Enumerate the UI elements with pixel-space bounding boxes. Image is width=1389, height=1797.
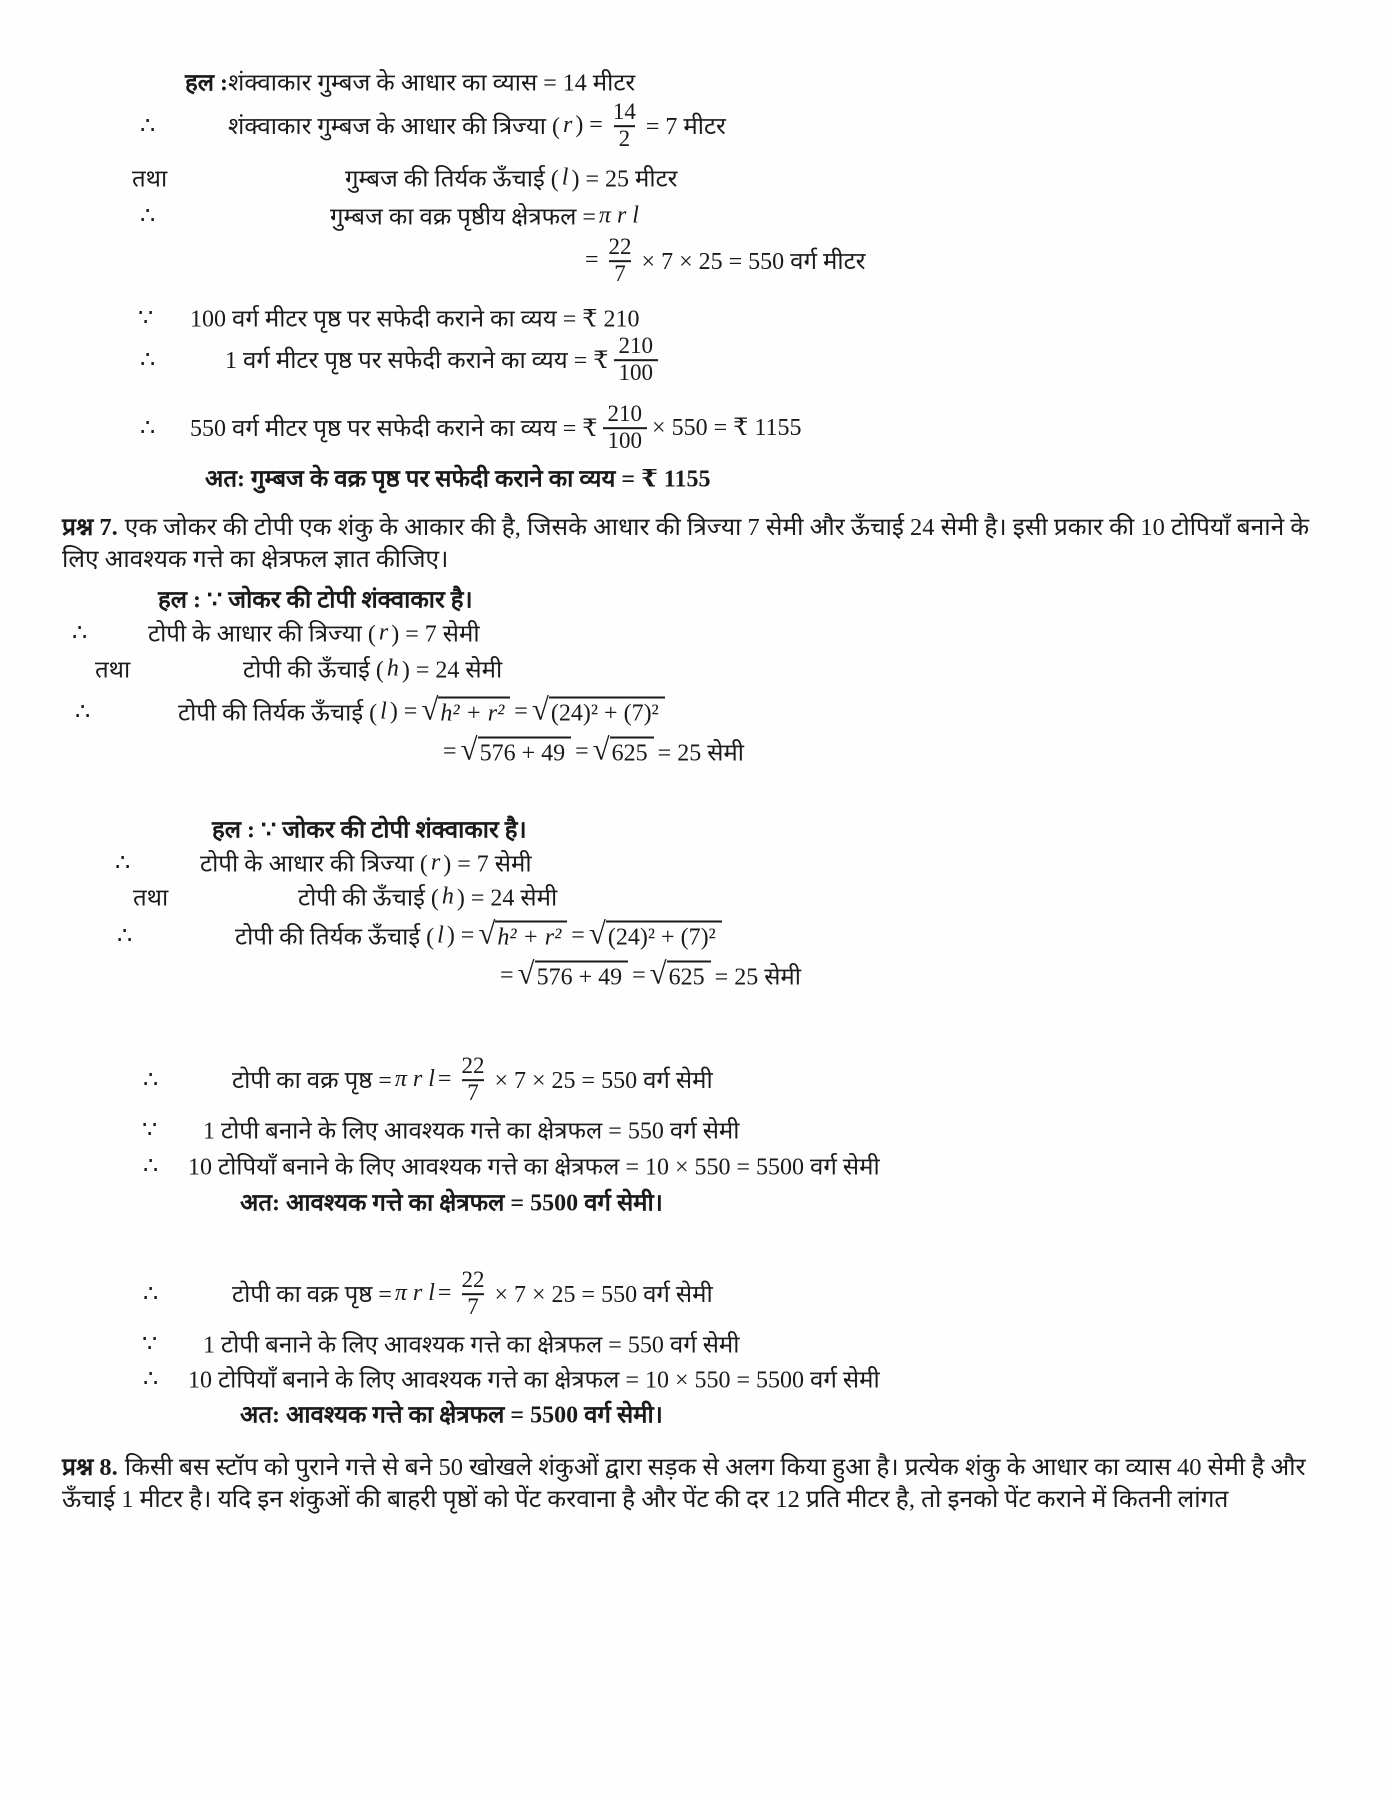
therefore-symbol: ∴	[140, 347, 156, 374]
therefore-symbol: ∴	[72, 620, 88, 647]
math-variable: r	[378, 619, 389, 646]
square-root	[649, 955, 711, 992]
math-variable: r	[430, 849, 441, 876]
connector-word: तथा	[132, 166, 168, 193]
therefore-symbol: ∴	[140, 415, 156, 442]
line-content: = $\frac{22}{7}$ × 7 × 25 = 550 वर्ग मीटर	[585, 234, 866, 286]
math-variable: h	[386, 655, 399, 682]
fraction-numerator: 22	[461, 1267, 485, 1293]
radicand: h² + r²	[438, 697, 510, 728]
line-content: गुम्बज की तिर्यक ऊँचाई ( l ) = 25 मीटर	[345, 164, 678, 193]
line-content: 550 वर्ग मीटर पृष्ठ पर सफेदी कराने का व्यय = ₹ $\frac{210}{100}$ × 550 = ₹ 1155	[190, 401, 802, 453]
therefore-symbol: ∴	[115, 850, 131, 877]
because-symbol: ∵	[142, 1117, 158, 1144]
fraction-denominator: 100	[603, 427, 648, 454]
radical-sign: √	[531, 691, 549, 727]
math-variable: l	[561, 164, 569, 191]
radicand: h² + r²	[495, 921, 567, 952]
line-content: टोपी का वक्र पृष्ठ = π r l = $\frac{22}{7}$ × 7 × 25 = 550 वर्ग सेमी	[232, 1053, 713, 1105]
fraction-denominator: 7	[462, 1079, 484, 1106]
radical-sign: √	[592, 731, 610, 767]
line-content: हल : शंक्वाकार गुम्बज के आधार का व्यास = 14 मीटर	[185, 70, 636, 97]
connector-word: तथा	[133, 885, 169, 912]
square-root	[517, 955, 629, 992]
question-7	[62, 512, 1340, 576]
math-variable: π r l	[394, 1066, 435, 1093]
therefore-symbol: ∴	[143, 1067, 159, 1094]
fraction	[614, 334, 659, 386]
question-8-text: किसी बस स्टॉप को पुराने गत्ते से बने 50 खोखले शंकुओं द्वारा सड़क से अलग किया हुआ है। प्रत्येक शंकु के आधार का व्यास 40 सेमी है और ऊँचाई 1 मीटर है। यदि इन शंकुओं की बाहरी पृष्ठों को पेंट करवाना है और पेंट की दर 12 प्रति मीटर है, तो इनको पेंट कराने में कितनी लांगत	[62, 1454, 1306, 1513]
radical-sign: √	[460, 731, 478, 767]
line-content: 1 टोपी बनाने के लिए आवश्यक गत्ते का क्षेत्रफल = 550 वर्ग सेमी	[203, 1118, 740, 1145]
therefore-symbol: ∴	[143, 1153, 159, 1180]
radical-sign: √	[478, 915, 496, 951]
math-variable: π r l	[394, 1280, 435, 1307]
therefore-symbol: ∴	[117, 923, 133, 950]
math-variable: l	[437, 922, 444, 949]
radical-sign: √	[517, 955, 535, 991]
line-content: 10 टोपियाँ बनाने के लिए आवश्यक गत्ते का क्षेत्रफल = 10 × 550 = 5500 वर्ग सेमी	[188, 1367, 880, 1394]
line-content: हल : ∵ जोकर की टोपी शंक्वाकार है।	[158, 587, 473, 614]
fraction	[604, 235, 637, 287]
therefore-symbol: ∴	[143, 1281, 159, 1308]
radicand: 625	[667, 961, 711, 992]
therefore-symbol: ∴	[75, 699, 91, 726]
fraction	[608, 100, 641, 152]
connector-word: तथा	[95, 657, 131, 684]
fraction-numerator: 210	[618, 333, 654, 359]
fraction-numerator: 22	[608, 234, 632, 260]
square-root	[588, 915, 722, 952]
fraction-numerator: 22	[461, 1053, 485, 1079]
fraction-denominator: 100	[614, 359, 659, 386]
radicand: (24)² + (7)²	[549, 697, 665, 728]
question-8-label: प्रश्न 8.	[62, 1454, 118, 1481]
line-content: 100 वर्ग मीटर पृष्ठ पर सफेदी कराने का व्यय = ₹ 210	[190, 306, 640, 333]
line-content: हल : ∵ जोकर की टोपी शंक्वाकार है।	[212, 817, 527, 844]
fraction-denominator: 2	[614, 125, 636, 152]
fraction-numerator: 14	[612, 99, 636, 125]
line-content: 1 टोपी बनाने के लिए आवश्यक गत्ते का क्षेत्रफल = 550 वर्ग सेमी	[203, 1332, 740, 1359]
line-content: = √ 576 + 49 = √ 625 = 25 सेमी	[500, 955, 801, 991]
fraction-denominator: 7	[609, 260, 631, 287]
therefore-symbol: ∴	[143, 1366, 159, 1393]
line-content: अत: गुम्बज के वक्र पृष्ठ पर सफेदी कराने का व्यय = ₹ 1155	[205, 466, 711, 493]
square-root	[460, 731, 572, 768]
square-root	[531, 691, 665, 728]
square-root	[421, 691, 510, 728]
math-variable: r	[562, 112, 573, 139]
math-variable: h	[441, 883, 454, 910]
fraction	[603, 402, 648, 454]
line-content: 1 वर्ग मीटर पृष्ठ पर सफेदी कराने का व्यय = ₹ $\frac{210}{100}$	[225, 334, 663, 386]
line-content: 10 टोपियाँ बनाने के लिए आवश्यक गत्ते का क्षेत्रफल = 10 × 550 = 5500 वर्ग सेमी	[188, 1154, 880, 1181]
line-content: टोपी के आधार की त्रिज्या ( r ) = 7 सेमी	[200, 849, 532, 878]
therefore-symbol: ∴	[140, 203, 156, 230]
radical-sign: √	[421, 691, 439, 727]
line-content: अत: आवश्यक गत्ते का क्षेत्रफल = 5500 वर्ग सेमी।	[240, 1402, 663, 1429]
fraction	[456, 1054, 489, 1106]
line-content: टोपी की तिर्यक ऊँचाई ( l ) = √ h² + r² = √ (24)² + (7)²	[178, 696, 669, 729]
therefore-symbol: ∴	[140, 113, 156, 140]
fraction-denominator: 7	[462, 1293, 484, 1320]
fraction	[456, 1268, 489, 1320]
line-content: टोपी की ऊँचाई ( h ) = 24 सेमी	[243, 655, 503, 684]
line-content: टोपी के आधार की त्रिज्या ( r ) = 7 सेमी	[148, 619, 480, 648]
radical-sign: √	[649, 955, 667, 991]
square-root	[478, 915, 567, 952]
line-content: शंक्वाकार गुम्बज के आधार की त्रिज्या ( r ) = $\frac{14}{2}$ = 7 मीटर	[228, 99, 726, 151]
square-root	[592, 731, 654, 768]
math-variable: l	[380, 698, 387, 725]
line-content: = √ 576 + 49 = √ 625 = 25 सेमी	[443, 731, 744, 767]
line-content: टोपी की ऊँचाई ( h ) = 24 सेमी	[298, 883, 558, 912]
radicand: 625	[610, 737, 654, 768]
line-content: अत: आवश्यक गत्ते का क्षेत्रफल = 5500 वर्ग सेमी।	[240, 1190, 663, 1217]
because-symbol: ∵	[138, 305, 154, 332]
line-content: टोपी की तिर्यक ऊँचाई ( l ) = √ h² + r² = √ (24)² + (7)²	[235, 920, 726, 953]
line-content: टोपी का वक्र पृष्ठ = π r l = $\frac{22}{7}$ × 7 × 25 = 550 वर्ग सेमी	[232, 1267, 713, 1319]
question-7-label: प्रश्न 7.	[62, 514, 118, 541]
question-7-text: एक जोकर की टोपी एक शंकु के आकार की है, जिसके आधार की त्रिज्या 7 सेमी और ऊँचाई 24 सेमी है। इसी प्रकार की 10 टोपियाँ बनाने के लिए आवश्यक गत्ते का क्षेत्रफल ज्ञात कीजिए।	[62, 514, 1310, 573]
radicand: (24)² + (7)²	[606, 921, 722, 952]
question-8	[62, 1452, 1340, 1516]
line-content: गुम्बज का वक्र पृष्ठीय क्षेत्रफल = π r l	[330, 202, 639, 231]
fraction-numerator: 210	[607, 401, 643, 427]
math-variable: π r l	[598, 202, 639, 229]
radical-sign: √	[588, 915, 606, 951]
radicand: 576 + 49	[478, 737, 572, 768]
because-symbol: ∵	[142, 1331, 158, 1358]
radicand: 576 + 49	[535, 961, 629, 992]
